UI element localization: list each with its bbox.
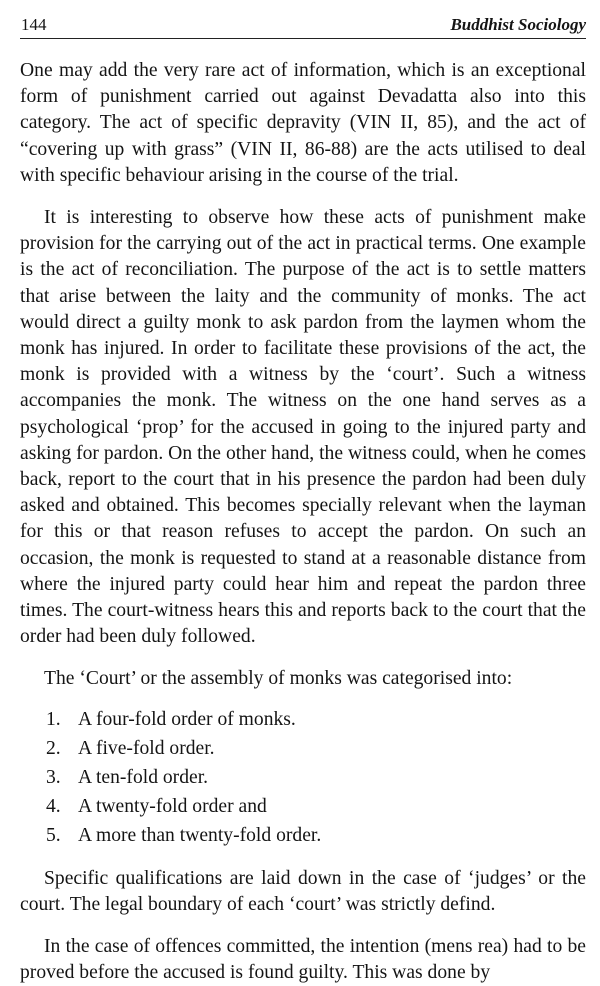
list-item-text: A more than twenty-fold order. — [78, 824, 322, 846]
list-item-text: A five-fold order. — [78, 737, 215, 759]
running-header — [20, 12, 586, 39]
paragraph-acts-of-information: One may add the very rare act of information, which is an exceptional form of punishment carried out against Devadatta also into this category. The act of specific depravity (VIN II, 85), and the act of “covering up with grass” (VIN II, 86-88) are the acts utilised to deal with specific behaviour arising in the course of the trial. — [20, 60, 586, 186]
list-item-text: A ten-fold order. — [78, 766, 209, 788]
court-categories-list — [20, 705, 586, 850]
paragraph-judges-qualifications: Specific qualifications are laid down in the case of ‘judges’ or the court. The legal boundary of each ‘court’ was strictly defind. — [20, 867, 586, 915]
list-item-number: 4. — [46, 795, 61, 817]
list-item-number: 1. — [46, 708, 61, 730]
book-title: Buddhist Sociology — [450, 15, 586, 34]
list-item — [20, 792, 586, 821]
paragraph-act-of-reconciliation: It is interesting to observe how these acts of punishment make provision for the carrying out of the act in practical terms. One example is the act of reconciliation. The purpose of the act is to settle matters that arise between the laity and the community of monks. The act would direct a guilty monk to ask pardon from the laymen whom the monk has injured. In order to facilitate these provisions of the act, the monk is provided with a witness by the ‘court’. Such a witness accompanies the monk. The witness on the one hand serves as a psychological ‘prop’ for the accused in going to the injured party and asking for pardon. On the other hand, the witness could, when he comes back, report to the court that in his presence the pardon had been duly asked and obtained. This becomes specially relevant when the layman for this or that reason refuses to accept the pardon. On such an occasion, the monk is requested to stand at a reasonable distance from where the injured party could hear him and repeat the pardon three times. The court-witness hears this and reports back to the court that the order had been duly followed. — [20, 207, 586, 648]
list-item-number: 3. — [46, 766, 61, 788]
body-text — [20, 58, 586, 986]
list-item-text: A twenty-fold order and — [78, 795, 267, 817]
list-item-number: 5. — [46, 824, 61, 846]
list-item-text: A four-fold order of monks. — [78, 708, 296, 730]
list-item — [20, 734, 586, 763]
page-number: 144 — [21, 15, 47, 34]
list-item-number: 2. — [46, 737, 61, 759]
list-item — [20, 705, 586, 734]
list-item — [20, 763, 586, 792]
paragraph-court-categories-intro: The ‘Court’ or the assembly of monks was categorised into: — [44, 668, 513, 690]
paragraph-mens-rea: In the case of offences committed, the intention (mens rea) had to be proved before the accused is found guilty. This was done by — [20, 936, 586, 984]
list-item — [20, 821, 586, 850]
